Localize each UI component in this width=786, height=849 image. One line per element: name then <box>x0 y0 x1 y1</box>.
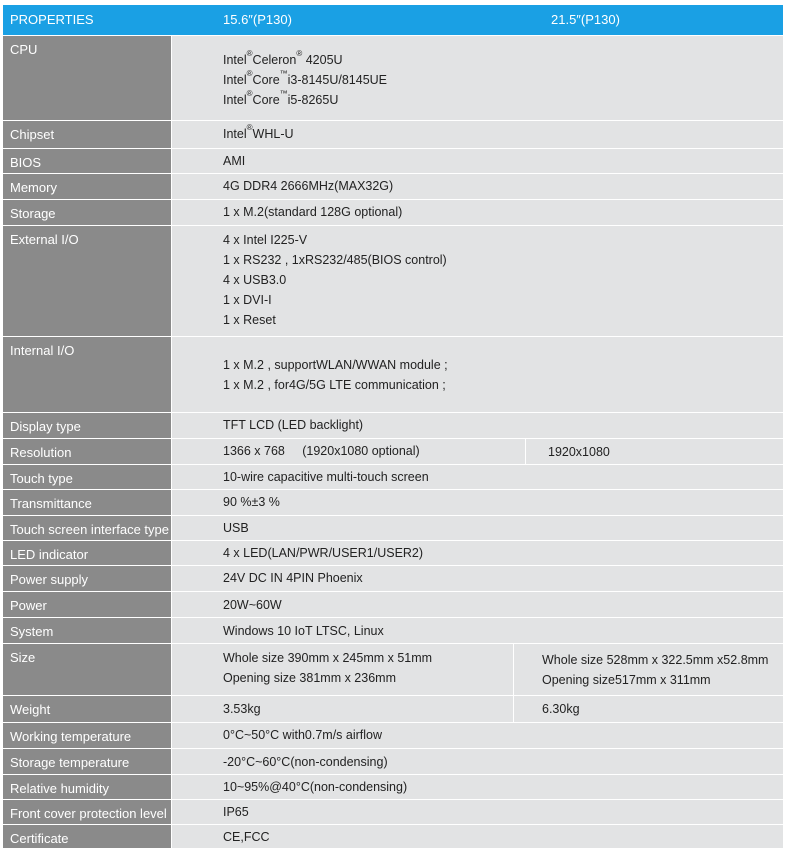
header-model-21-5: 21.5″(P130) <box>551 12 620 27</box>
size-label: Size <box>10 650 36 665</box>
row-front-cover <box>3 799 783 824</box>
size-line: Whole size 528mm x 322.5mm x52.8mm <box>542 653 769 667</box>
row-external-io <box>3 225 783 336</box>
size-line: Opening size517mm x 311mm <box>542 673 711 687</box>
row-transmittance <box>3 489 783 515</box>
internal-io-label: Internal I/O <box>10 343 75 358</box>
storage-temp-label: Storage temperature <box>10 755 130 770</box>
power-supply-value: 24V DC IN 4PIN Phoenix <box>223 571 363 585</box>
power-supply-label: Power supply <box>10 572 89 587</box>
row-power-supply <box>3 565 783 591</box>
resolution-value-21-5: 1920x1080 <box>548 445 610 459</box>
certificate-value: CE,FCC <box>223 830 270 844</box>
chipset-label: Chipset <box>10 127 55 142</box>
cpu-list <box>223 50 387 110</box>
touch-interface-value: USB <box>223 521 249 535</box>
row-relative-humidity <box>3 774 783 799</box>
weight-label: Weight <box>10 702 51 717</box>
row-storage <box>3 199 783 225</box>
front-cover-value: IP65 <box>223 805 249 819</box>
humidity-label: Relative humidity <box>10 781 109 796</box>
touch-type-value: 10-wire capacitive multi-touch screen <box>223 470 429 484</box>
internal-io-list <box>223 355 448 395</box>
external-io-item: 1 x RS232 , 1xRS232/485(BIOS control) <box>223 253 447 267</box>
row-touch-interface <box>3 515 783 540</box>
external-io-item: 1 x DVI-I <box>223 293 272 307</box>
system-value: Windows 10 IoT LTSC, Linux <box>223 624 384 638</box>
row-display-type <box>3 412 783 438</box>
row-working-temperature <box>3 722 783 748</box>
external-io-item: 4 x USB3.0 <box>223 273 287 287</box>
external-io-item: 1 x Reset <box>223 313 276 327</box>
row-bios <box>3 148 783 173</box>
header-model-15-6: 15.6″(P130) <box>223 12 292 27</box>
chipset-value: Intel®WHL-U <box>223 123 294 141</box>
row-internal-io <box>3 336 783 412</box>
cpu-line: Intel®Celeron® 4205U <box>223 49 343 67</box>
cpu-label: CPU <box>10 42 38 57</box>
display-type-label: Display type <box>10 419 81 434</box>
row-storage-temperature <box>3 748 783 774</box>
row-memory <box>3 173 783 199</box>
size-list-21-5 <box>542 650 768 690</box>
touch-type-label: Touch type <box>10 471 73 486</box>
size-list-15-6 <box>223 648 432 688</box>
row-cpu <box>3 35 783 120</box>
humidity-value: 10~95%@40°C(non-condensing) <box>223 780 408 794</box>
resolution-label: Resolution <box>10 445 72 460</box>
bios-value: AMI <box>223 154 246 168</box>
memory-label: Memory <box>10 180 57 195</box>
row-label <box>3 36 171 120</box>
cpu-line: Intel®Core™i3-8145U/8145UE <box>223 69 388 87</box>
external-io-list <box>223 230 447 330</box>
column-divider <box>513 696 514 722</box>
power-value: 20W~60W <box>223 598 282 612</box>
working-temp-value: 0°C~50°C with0.7m/s airflow <box>223 728 383 742</box>
row-touch-type <box>3 464 783 489</box>
column-divider <box>525 439 526 464</box>
storage-label: Storage <box>10 206 56 221</box>
display-type-value: TFT LCD (LED backlight) <box>223 418 364 432</box>
external-io-item: 4 x Intel I225-V <box>223 233 308 247</box>
size-line: Whole size 390mm x 245mm x 51mm <box>223 651 433 665</box>
header-properties: PROPERTIES <box>10 12 94 27</box>
weight-value-15-6: 3.53kg <box>223 702 261 716</box>
storage-temp-value: -20°C~60°C(non-condensing) <box>223 755 388 769</box>
cpu-line: Intel®Core™i5-8265U <box>223 89 339 107</box>
internal-io-item: 1 x M.2 , for4G/5G LTE communication ; <box>223 378 446 392</box>
led-value: 4 x LED(LAN/PWR/USER1/USER2) <box>223 546 424 560</box>
row-certificate <box>3 824 783 848</box>
transmittance-label: Transmittance <box>10 496 92 511</box>
transmittance-value: 90 %±3 % <box>223 495 280 509</box>
column-divider <box>513 644 514 695</box>
external-io-label: External I/O <box>10 232 79 247</box>
touch-interface-label: Touch screen interface type <box>10 522 169 537</box>
row-system <box>3 617 783 643</box>
certificate-label: Certificate <box>10 831 69 846</box>
row-size <box>3 643 783 695</box>
size-line: Opening size 381mm x 236mm <box>223 671 396 685</box>
row-led-indicator <box>3 540 783 565</box>
header-row <box>3 5 783 35</box>
row-chipset <box>3 120 783 148</box>
power-label: Power <box>10 598 47 613</box>
resolution-value-15-6: 1366 x 768 (1920x1080 optional) <box>223 444 420 458</box>
row-weight <box>3 695 783 722</box>
internal-io-item: 1 x M.2 , supportWLAN/WWAN module ; <box>223 358 448 372</box>
row-resolution <box>3 438 783 464</box>
bios-label: BIOS <box>10 155 42 170</box>
weight-value-21-5: 6.30kg <box>542 702 580 716</box>
led-label: LED indicator <box>10 547 89 562</box>
row-power <box>3 591 783 617</box>
front-cover-label: Front cover protection level <box>10 806 167 821</box>
row-value <box>172 36 783 120</box>
storage-value: 1 x M.2(standard 128G optional) <box>223 205 403 219</box>
working-temp-label: Working temperature <box>10 729 132 744</box>
memory-value: 4G DDR4 2666MHz(MAX32G) <box>223 179 394 193</box>
system-label: System <box>10 624 54 639</box>
